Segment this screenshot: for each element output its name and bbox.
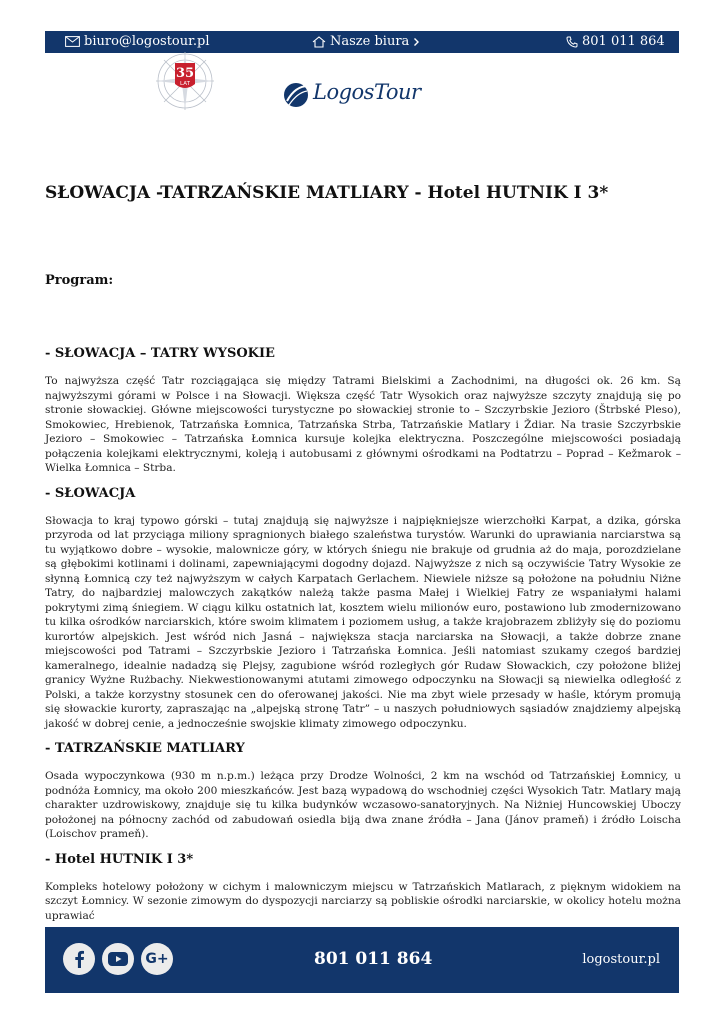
- google-plus-icon: G+: [145, 951, 169, 967]
- program-label: Program:: [45, 273, 114, 288]
- section-tatry-wysokie: [45, 346, 681, 476]
- phone-link[interactable]: [566, 34, 665, 49]
- chevron-right-icon: [413, 37, 420, 47]
- section-heading: - SŁOWACJA: [45, 485, 136, 501]
- section-hotel-hutnik: [45, 852, 681, 924]
- section-heading: - TATRZAŃSKIE MATLIARY: [45, 741, 245, 756]
- email-link[interactable]: [65, 34, 210, 49]
- section-tatrzanskie-matliary: [45, 741, 681, 842]
- home-icon: [312, 36, 326, 48]
- brand-name: LogosTour: [313, 80, 421, 104]
- phone-text: 801 011 864: [582, 34, 665, 49]
- section-heading: - Hotel HUTNIK I 3*: [45, 851, 194, 867]
- section-heading: - SŁOWACJA – TATRY WYSOKIE: [45, 346, 275, 361]
- program-content: [45, 346, 681, 933]
- footer-phone[interactable]: 801 011 864: [314, 949, 433, 969]
- section-text: Kompleks hotelowy położony w cichym i malowniczym miejscu w Tatrzańskich Matlarach, z pięknym widokiem na szczyt Łomnicy. W sezonie zimowym do dyspozycji narciarzy są pobliskie ośrodki narciarskie, w okolicy hotelu można uprawiać: [45, 880, 681, 922]
- anniversary-35-logo: [144, 52, 226, 116]
- offices-link[interactable]: [312, 34, 420, 49]
- top-contact-bar: [45, 31, 679, 53]
- facebook-button[interactable]: [63, 943, 95, 975]
- anniversary-word: LAT: [180, 81, 190, 87]
- logo-emblem-icon: [283, 80, 311, 110]
- anniversary-number: 35: [175, 66, 195, 81]
- section-text: Słowacja to kraj typowo górski – tutaj znajdują się najwyższe i najpiękniejsze wierzchołki Karpat, a dzika, górska przyroda od lat przyciąga miliony spragnionych białego szaleństwa turystów. Warunki do uprawiania narciarstwa są tu wyjątkowo dobre – wysokie, malownicze góry, w których śniegu nie brakuje od grudnia aż do maja, porozdzielane są głębokimi kotlinami i dolinami, zapewniającymi dogodny dojazd. Najwyższe z nich są oczywiście Tatry Wysokie ze słynną Łomnicą czy też najwyższym w całych Karpatach Gerlachem. Niewiele niższe są położone na południu Niżne Tatry, do najbardziej malowczych zakątków należą także pasma Małej i Wielkiej Fatry ze wspaniałymi halami pokrytymi zimą śniegiem. W ciągu kilku ostatnich lat, kosztem wielu milionów euro, postawiono lub zmodernizowano tu kilka ośrodków narciarskich, które swoim klimatem i poziomem usług, a także krajobrazem zbliżyły się do poziomu kurortów alpejskich. Jest wśród nich Jasná – największa stacja narciarska na Słowacji, a także dobrze znane miejscowości pod Tatrami – Szczyrbskie Jezioro i Tatrzańska Łomnica. Jeśli natomiast szukamy czegoś bardziej kameralnego, idealnie nadadzą się Plejsy, zagubione wśród rozległych gór Rudaw Słowackich, czy położone bliżej granicy Wyżne Rużbachy. Niekwestionowanymi atutami zimowego odpoczynku na Słowacji są niewielka odległość z Polski, a także korzystny stosunek cen do oferowanej jakości. Nie ma zbyt wiele przesady w haśle, którym promują się słowackie kurorty, zapraszając na „alpejską stronę Tatr” – u naszych południowych sąsiadów znajdziemy alpejską jakość w dobrej cenie, a jednocześnie swojskie klimaty zimowego odpoczynku.: [45, 514, 681, 730]
- offices-text: Nasze biura: [330, 34, 410, 49]
- facebook-icon: [73, 950, 85, 968]
- section-slowacja: [45, 486, 681, 732]
- email-text: biuro@logostour.pl: [84, 34, 210, 49]
- envelope-icon: [65, 36, 80, 47]
- google-plus-button[interactable]: [141, 943, 173, 975]
- section-text: To najwyższa część Tatr rozciągająca się między Tatrami Bielskimi a Zachodnimi, na długości ok. 26 km. Są najwyższymi górami w Polsce i na Słowacji. Większa część Tatr Wysokich oraz najwyższe szczyty znajdują się po stronie słowackiej. Główne miejscowości turystyczne po słowackiej stronie to – Szczyrbskie Jezioro (Štrbské Pleso), Smokowiec, Hrebienok, Tatrzańska Łomnica, Tatrzańska Strba, Tatrzańskie Matlary i Ždiar. Na trasie Szczyrbskie Jezioro – Smokowiec – Tatrzańska Łomnica kursuje kolejka elektryczna. Poszczególne miejscowości posiadają połączenia kolejkami elektrycznymi, koleją i autobusami z głównymi ośrodkami na Podtatrzu – Poprad – Kežmarok – Wielka Łomnica – Strba.: [45, 375, 681, 474]
- logostour-logo[interactable]: [283, 72, 421, 116]
- youtube-icon: [108, 952, 128, 966]
- footer-bar: [45, 927, 679, 993]
- youtube-button[interactable]: [102, 943, 134, 975]
- section-text: Osada wypoczynkowa (930 m n.p.m.) leżąca przy Drodze Wolności, 2 km na wschód od Tatrzańskiej Łomnicy, u podnóża Łomnicy, ma około 200 mieszkańców. Jest bazą wypadową do wschodniej części Wysokich Tatr. Matlary mają charakter uzdrowiskowy, znajduje się tu kilka budynków wczasowo-sanatoryjnych. Na Niżniej Huncowskiej Uboczy położonej na północny zachód od zabudowań osiedla biją dwa znane źródła – Jana (Jánov prameň) i źródło Loischa (Loischov prameň).: [45, 770, 681, 840]
- footer-website-link[interactable]: logostour.pl: [582, 952, 660, 967]
- phone-icon: [566, 36, 578, 48]
- page-title: SŁOWACJA -TATRZAŃSKIE MATLIARY - Hotel HUTNIK I 3*: [45, 183, 609, 203]
